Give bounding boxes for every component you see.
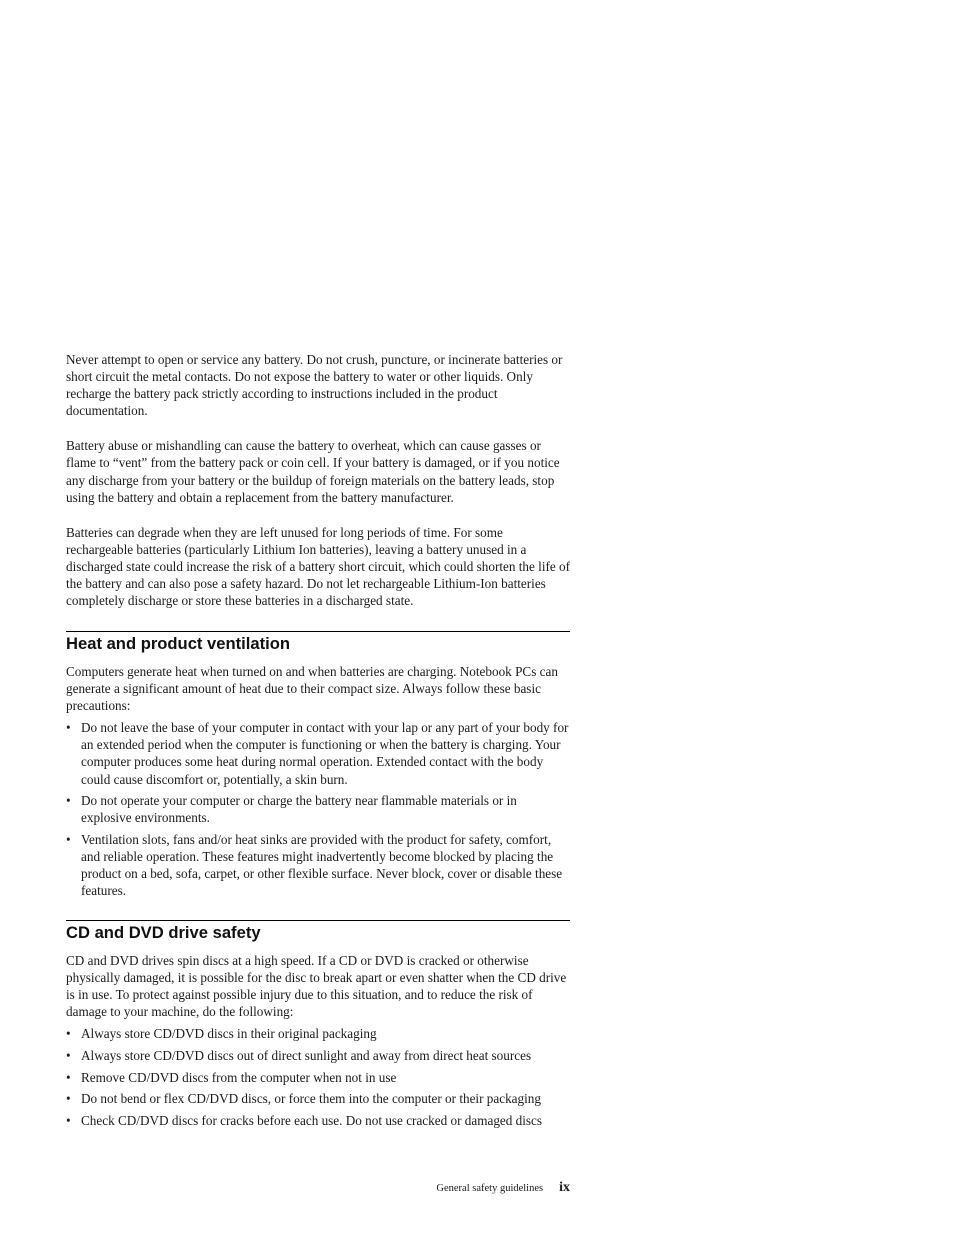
list-item xyxy=(66,831,570,899)
page-footer xyxy=(66,1178,570,1196)
bullet-marker: • xyxy=(66,1026,71,1042)
cd-dvd-precautions-list xyxy=(66,1025,570,1128)
heat-section-intro: Computers generate heat when turned on and when batteries are charging. Notebook PCs can generate a significant amount of heat due to their compact size. Always follow these basic precautions: xyxy=(66,664,558,714)
list-item xyxy=(66,1090,570,1107)
bullet-marker: • xyxy=(66,1047,71,1063)
section-divider xyxy=(66,631,570,632)
list-item-text: Do not leave the base of your computer in contact with your lap or any part of your body for an extended period when the computer is functioning or when the battery is charging. Your computer produces some heat during normal operation. Extended contact with the body could cause discomfort or, potentially, a skin burn. xyxy=(81,720,569,787)
heat-section xyxy=(66,631,570,899)
list-item-text: Check CD/DVD discs for cracks before each use. Do not use cracked or damaged discs xyxy=(81,1112,543,1128)
section-divider xyxy=(66,920,570,921)
bullet-marker: • xyxy=(66,1112,71,1128)
page-number: ix xyxy=(559,1180,570,1195)
list-item-text: Remove CD/DVD discs from the computer when not in use xyxy=(81,1069,397,1085)
bullet-marker: • xyxy=(66,793,71,809)
cd-dvd-section-title: CD and DVD drive safety xyxy=(66,923,261,942)
battery-warning-block xyxy=(66,351,570,609)
bullet-marker: • xyxy=(66,1069,71,1085)
battery-paragraph-2: Battery abuse or mishandling can cause the battery to overheat, which can cause gasses or flame to “vent” from the battery pack or coin cell. If your battery is damaged, or if you notice any discharge from your battery or the buildup of foreign materials on the battery leads, stop using the battery and obtain a replacement from the battery manufacturer. xyxy=(66,438,560,505)
heat-section-title: Heat and product ventilation xyxy=(66,634,291,653)
list-item xyxy=(66,1112,570,1129)
bullet-marker: • xyxy=(66,720,71,736)
cd-dvd-section xyxy=(66,920,570,1129)
battery-paragraph-3: Batteries can degrade when they are left unused for long periods of time. For some rechargeable batteries (particularly Lithium Ion batteries), leaving a battery unused in a discharged state could increase the risk of a battery short circuit, which could shorten the life of the battery and can also pose a safety hazard. Do not let rechargeable Lithium-Ion batteries completely discharge or store these batteries in a discharged state. xyxy=(66,524,571,609)
battery-paragraph-1: Never attempt to open or service any battery. Do not crush, puncture, or incinerate batteries or short circuit the metal contacts. Do not expose the battery to water or other liquids. Only recharge the battery pack strictly according to instructions included in the product documentation. xyxy=(66,352,563,419)
list-item-text: Do not operate your computer or charge the battery near flammable materials or in explosive environments. xyxy=(81,793,517,826)
list-item-text: Always store CD/DVD discs in their original packaging xyxy=(81,1026,377,1042)
list-item-text: Ventilation slots, fans and/or heat sinks are provided with the product for safety, comfort, and reliable operation. These features might inadvertently become blocked by placing the product on a bed, sofa, carpet, or other flexible surface. Never block, cover or disable these features. xyxy=(81,831,563,899)
list-item xyxy=(66,1025,570,1042)
list-item xyxy=(66,1047,570,1064)
list-item-text: Do not bend or flex CD/DVD discs, or force them into the computer or their packaging xyxy=(81,1091,541,1107)
list-item xyxy=(66,1069,570,1086)
cd-dvd-section-intro: CD and DVD drives spin discs at a high speed. If a CD or DVD is cracked or otherwise physically damaged, it is possible for the disc to break apart or even shatter when the CD drive is in use. To protect against possible injury due to this situation, and to reduce the risk of damage to your machine, do the following: xyxy=(66,953,567,1020)
list-item-text: Always store CD/DVD discs out of direct sunlight and away from direct heat sources xyxy=(81,1047,532,1063)
bullet-marker: • xyxy=(66,831,71,847)
heat-precautions-list xyxy=(66,719,570,899)
list-item xyxy=(66,792,570,826)
footer-section-label: General safety guidelines xyxy=(436,1183,544,1194)
bullet-marker: • xyxy=(66,1091,71,1107)
list-item xyxy=(66,719,570,787)
